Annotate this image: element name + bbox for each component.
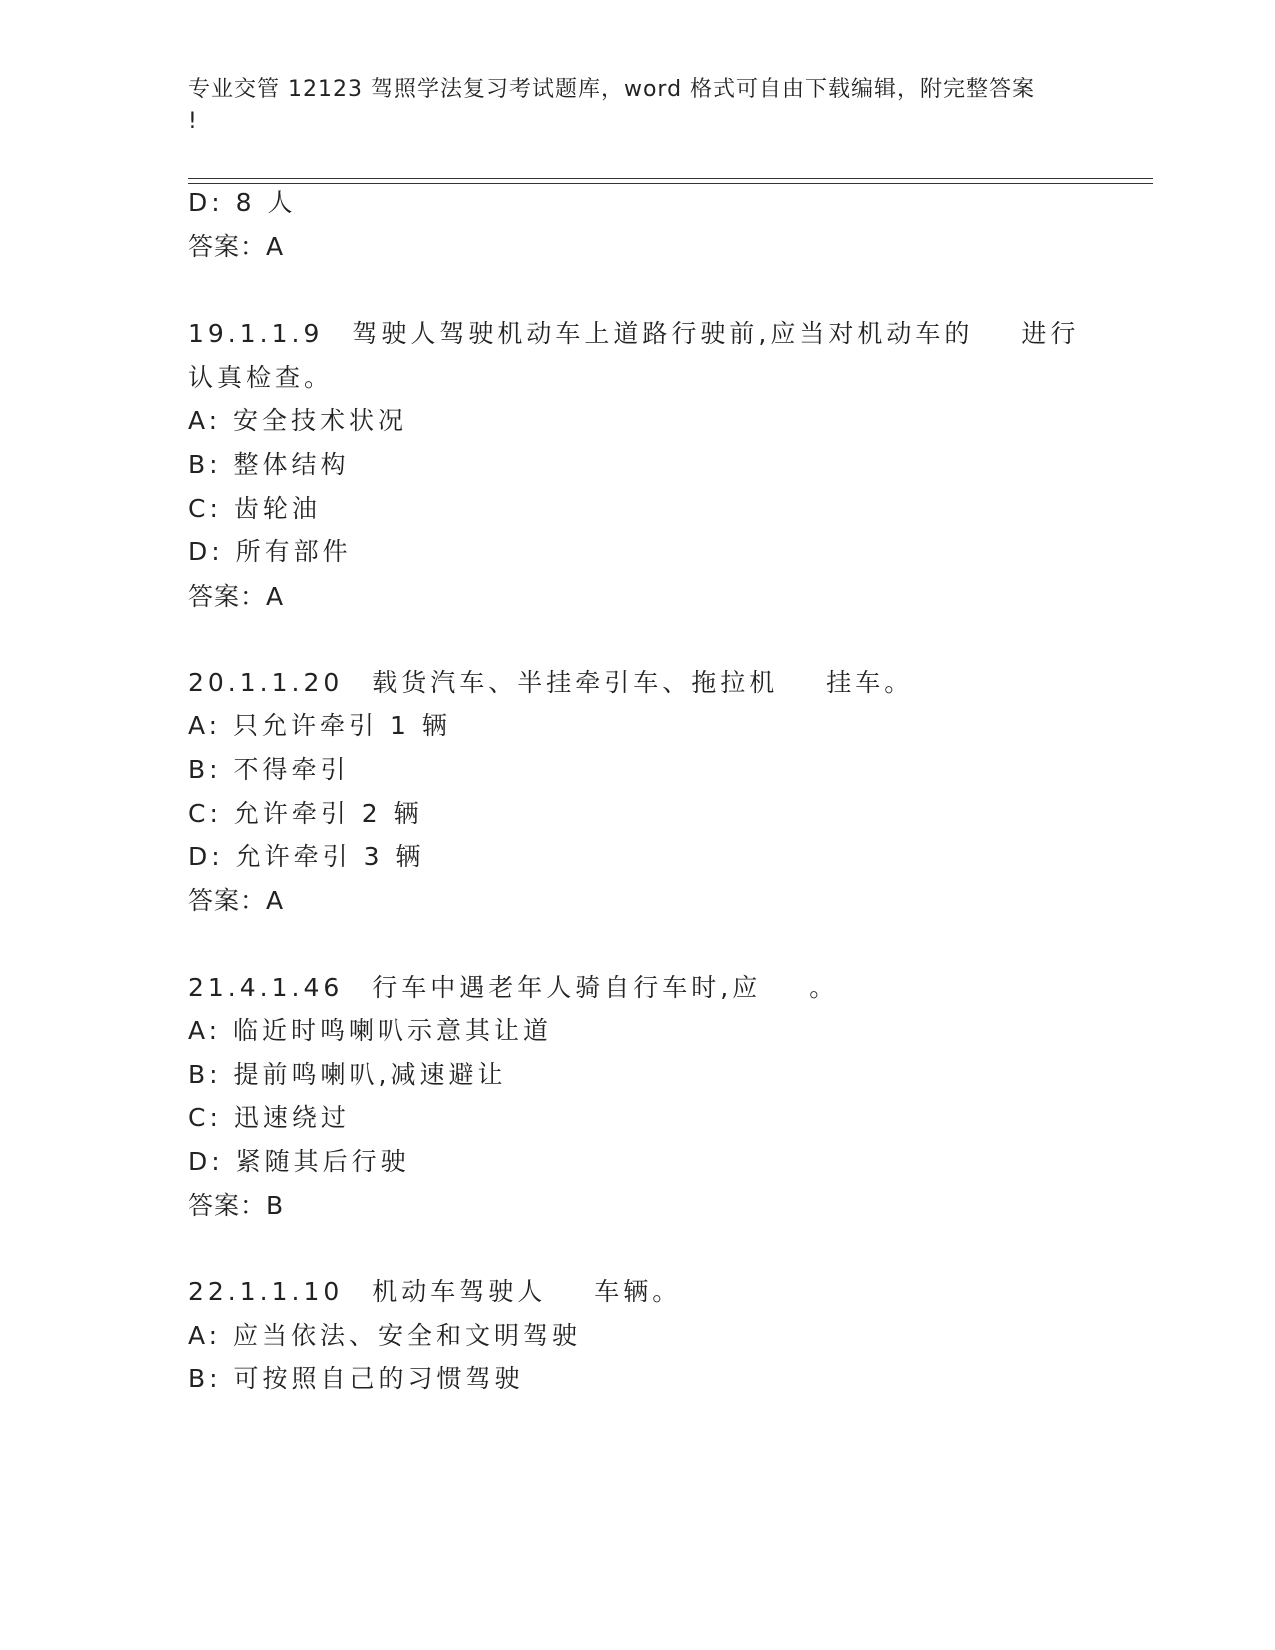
q19-stem-end: 进行 (1021, 319, 1080, 348)
q20-option-a: A: 只允许牵引 1 辆 (188, 711, 451, 740)
page-header (188, 74, 1068, 138)
q22-stem-text: 22.1.1.10 机动车驾驶人 (188, 1277, 547, 1306)
q20-option-c: C: 允许牵引 2 辆 (188, 799, 423, 828)
q19-option-a: A: 安全技术状况 (188, 406, 408, 435)
q22-stem-end: 车辆。 (594, 1277, 682, 1306)
q19-answer: 答案：A (188, 582, 285, 611)
q20-option-b: B: 不得牵引 (188, 755, 350, 784)
q21-option-b: B: 提前鸣喇叭,减速避让 (188, 1060, 507, 1089)
prev-answer: 答案：A (188, 232, 285, 261)
q22-option-b: B: 可按照自己的习惯驾驶 (188, 1364, 524, 1393)
header-title-continuation: ! (188, 109, 198, 134)
q19-stem (188, 317, 1079, 351)
q21-answer: 答案：B (188, 1191, 285, 1220)
q20-stem-end: 挂车。 (826, 668, 914, 697)
q20-answer: 答案：A (188, 886, 285, 915)
q19-stem-line2: 认真检查。 (188, 363, 334, 392)
q20-option-d: D: 允许牵引 3 辆 (188, 842, 425, 871)
prev-option-d: D: 8 人 (188, 188, 297, 217)
header-divider-bottom (188, 183, 1153, 184)
q19-option-d: D: 所有部件 (188, 537, 352, 566)
q19-option-b: B: 整体结构 (188, 450, 350, 479)
header-divider-top (188, 178, 1153, 179)
q20-stem (188, 666, 913, 700)
q22-option-a: A: 应当依法、安全和文明驾驶 (188, 1321, 582, 1350)
q19-option-c: C: 齿轮油 (188, 494, 321, 523)
header-title: 专业交管 12123 驾照学法复习考试题库，word 格式可自由下载编辑，附完整答案 (188, 77, 1036, 102)
q20-stem-text: 20.1.1.20 载货汽车、半挂牵引车、拖拉机 (188, 668, 779, 697)
q21-stem (188, 971, 838, 1005)
q19-stem-text: 19.1.1.9 驾驶人驾驶机动车上道路行驶前,应当对机动车的 (188, 319, 974, 348)
q22-stem (188, 1275, 681, 1309)
q21-stem-end: 。 (809, 973, 839, 1002)
q21-option-a: A: 临近时鸣喇叭示意其让道 (188, 1016, 553, 1045)
q21-stem-text: 21.4.1.46 行车中遇老年人骑自行车时,应 (188, 973, 762, 1002)
q21-option-d: D: 紧随其后行驶 (188, 1147, 410, 1176)
q21-option-c: C: 迅速绕过 (188, 1103, 350, 1132)
